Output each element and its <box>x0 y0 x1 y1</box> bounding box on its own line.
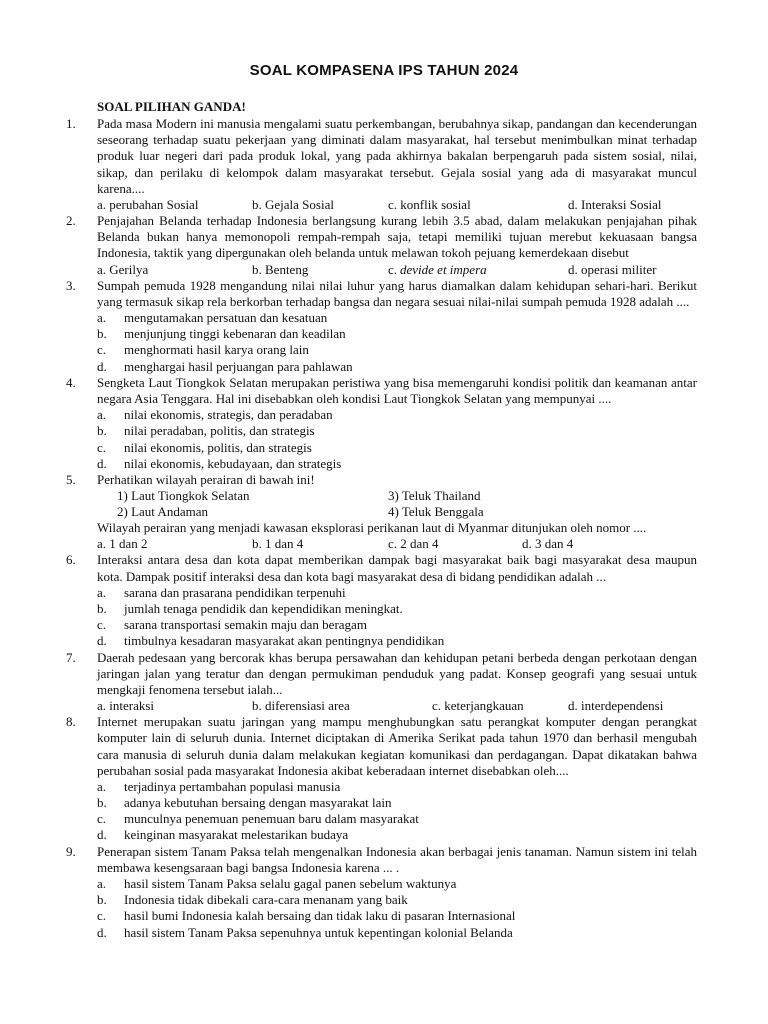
options-list <box>0 310 768 375</box>
question-text: Perhatikan wilayah perairan di bawah ini! <box>97 471 315 487</box>
question-9 <box>0 844 768 941</box>
question-list <box>0 116 768 941</box>
region-item-3: 3) Teluk Thailand <box>388 488 481 504</box>
question-text: Interaksi antara desa dan kota dapat memberikan dampak bagi masyarakat baik bagi masyarakat desa maupun kota. Dampak positif interaksi desa dan kota bagi masyarakat desa di bidang pendidikan adalah ... <box>97 552 697 584</box>
question-1 <box>0 116 768 213</box>
options-list <box>0 876 768 941</box>
option-b: b. diferensiasi area <box>252 698 350 714</box>
question-text: Daerah pedesaan yang bercorak khas berupa persawahan dan kehidupan petani berbeda dengan perkotaan dengan jaringan jalan yang teratur dan dengan permukiman penduduk yang padat. Konsep geografi yang sesuai untuk mengkaji fenomena tersebut ialah... <box>97 649 697 697</box>
question-4 <box>0 375 768 472</box>
option-b: b. adanya kebutuhan bersaing dengan masyarakat lain <box>97 795 392 811</box>
options-list <box>0 585 768 650</box>
option-d: d. interdependensi <box>568 698 664 714</box>
option-b: b. 1 dan 4 <box>252 536 304 552</box>
question-2 <box>0 213 768 278</box>
question-number: 1. <box>66 116 76 131</box>
question-number: 7. <box>66 649 76 665</box>
question-number: 8. <box>66 714 76 730</box>
question-text: Internet merupakan suatu jaringan yang mampu menghubungkan satu perangkat komputer dengan perangkat komputer lain di seluruh dunia. Internet diciptakan di Amerika Serikat pada tahun 1970 dan berhasil mengubah cara manusia di seluruh dunia dalam melakukan kegiatan komunikasi dan perdagangan. Dapat dikatakan bahwa perubahan sosial pada masyarakat Indonesia akibat keberadaan internet disebabkan oleh.... <box>97 714 697 778</box>
region-item-1: 1) Laut Tiongkok Selatan <box>117 488 250 504</box>
option-b: b. Benteng <box>252 261 309 277</box>
question-8 <box>0 714 768 844</box>
option-a: a. mengutamakan persatuan dan kesatuan <box>97 310 328 326</box>
question-number: 3. <box>66 277 76 293</box>
option-d: d. operasi militer <box>568 261 657 277</box>
section-heading: SOAL PILIHAN GANDA! <box>97 99 246 114</box>
region-item-2: 2) Laut Andaman <box>117 504 208 520</box>
option-d: d. hasil sistem Tanam Paksa sepenuhnya untuk kepentingan kolonial Belanda <box>97 924 513 940</box>
option-b: b. jumlah tenaga pendidik dan kependidikan meningkat. <box>97 600 403 616</box>
option-c: devide et impera <box>400 261 487 277</box>
option-b: b. menjunjung tinggi kebenaran dan keadilan <box>97 326 346 342</box>
question-text: Penjajahan Belanda terhadap Indonesia berlangsung kurang lebih 3.5 abad, dalam melakukan penjajahan pihak Belanda bukan hanya memonopoli rempah-rempah saja, tetapi memiliki tujuan merebut kekuasaan bangsa Indonesia, taktik yang dipergunakan oleh belanda untuk melawan tokoh pejuang kemerdekaan disebut <box>97 213 697 261</box>
option-a: a. perubahan Sosial <box>97 197 199 213</box>
option-a: a. sarana dan prasarana pendidikan terpenuhi <box>97 584 346 600</box>
options-row <box>0 197 768 213</box>
option-d: d. nilai ekonomis, kebudayaan, dan strategis <box>97 455 342 471</box>
option-c: c. nilai ekonomis, politis, dan strategis <box>97 439 312 455</box>
option-c-label: c. <box>388 261 398 277</box>
option-c: c. 2 dan 4 <box>388 536 439 552</box>
option-d: d. keinginan masyarakat melestarikan budaya <box>97 827 349 843</box>
options-list <box>0 779 768 844</box>
question-number: 5. <box>66 471 76 487</box>
option-b: b. nilai peradaban, politis, dan strategis <box>97 423 315 439</box>
question-text: Penerapan sistem Tanam Paksa telah mengenalkan Indonesia akan berbagai jenis tanaman. Namun sistem ini telah membawa kesengsaraan bagi bangsa Indonesia karena ... . <box>97 843 697 875</box>
option-d: d. Interaksi Sosial <box>568 197 662 213</box>
option-b: b. Indonesia tidak dibekali cara-cara menanam yang baik <box>97 892 408 908</box>
option-d: d. 3 dan 4 <box>522 536 574 552</box>
option-c: c. sarana transportasi semakin maju dan beragam <box>97 617 367 633</box>
question-number: 6. <box>66 552 76 568</box>
option-a: a. terjadinya pertambahan populasi manusia <box>97 778 341 794</box>
option-d: d. menghargai hasil perjuangan para pahlawan <box>97 358 353 374</box>
question-text: Pada masa Modern ini manusia mengalami suatu perkembangan, berubahnya sikap, pandangan dan kecenderungan seseorang terhadap suatu pekerjaan yang diminati dalam masyarakat, hal tersebut menimbulkan minat terhadap produk luar negeri dari pada produk lokal, yang pada akhirnya bakalan berpengaruh pada sistem sosial, nilai, sikap, dan perilaku di kelompok dalam masyarakat tersebut. Gejala sosial yang ada di masyarakat muncul karena.... <box>97 116 697 196</box>
option-a: a. nilai ekonomis, strategis, dan peradaban <box>97 407 333 423</box>
options-row <box>0 698 768 714</box>
document-title: SOAL KOMPASENA IPS TAHUN 2024 <box>249 62 519 79</box>
option-b: b. Gejala Sosial <box>252 197 334 213</box>
option-c: c. keterjangkauan <box>432 698 524 714</box>
question-number: 2. <box>66 213 76 229</box>
question-6 <box>0 552 768 649</box>
options-list <box>0 407 768 472</box>
option-a: a. Gerilya <box>97 261 149 277</box>
option-c: c. konflik sosial <box>388 197 471 213</box>
option-a: a. hasil sistem Tanam Paksa selalu gagal panen sebelum waktunya <box>97 876 457 892</box>
question-text-continued: Wilayah perairan yang menjadi kawasan eksplorasi perikanan laut di Myanmar ditunjukan oleh nomor .... <box>97 520 647 536</box>
region-item-4: 4) Teluk Benggala <box>388 504 484 520</box>
option-a: a. 1 dan 2 <box>97 536 148 552</box>
region-list <box>0 488 768 520</box>
question-text: Sumpah pemuda 1928 mengandung nilai nilai luhur yang harus diamalkan dalam kehidupan sehari-hari. Berikut yang termasuk sikap rela berkorban terhadap bangsa dan negara sesuai nilai-nilai sumpah pemuda 1928 adalah .... <box>97 277 697 309</box>
question-5 <box>0 472 768 552</box>
question-number: 4. <box>66 374 76 390</box>
options-row <box>0 536 768 552</box>
question-number: 9. <box>66 843 76 859</box>
question-3 <box>0 278 768 375</box>
option-c: c. munculnya penemuan penemuan baru dalam masyarakat <box>97 811 419 827</box>
option-c: c. hasil bumi Indonesia kalah bersaing dan tidak laku di pasaran Internasional <box>97 908 516 924</box>
option-a: a. interaksi <box>97 698 155 714</box>
option-d: d. timbulnya kesadaran masyarakat akan pentingnya pendidikan <box>97 633 445 649</box>
options-row <box>0 262 768 278</box>
option-c: c. menghormati hasil karya orang lain <box>97 342 309 358</box>
question-7 <box>0 650 768 715</box>
question-text: Sengketa Laut Tiongkok Selatan merupakan peristiwa yang bisa memengaruhi kondisi politik dan keamanan antar negara Asia Tenggara. Hal ini disebabkan oleh kondisi Laut Tiongkok Selatan yang mempunyai .... <box>97 374 697 406</box>
